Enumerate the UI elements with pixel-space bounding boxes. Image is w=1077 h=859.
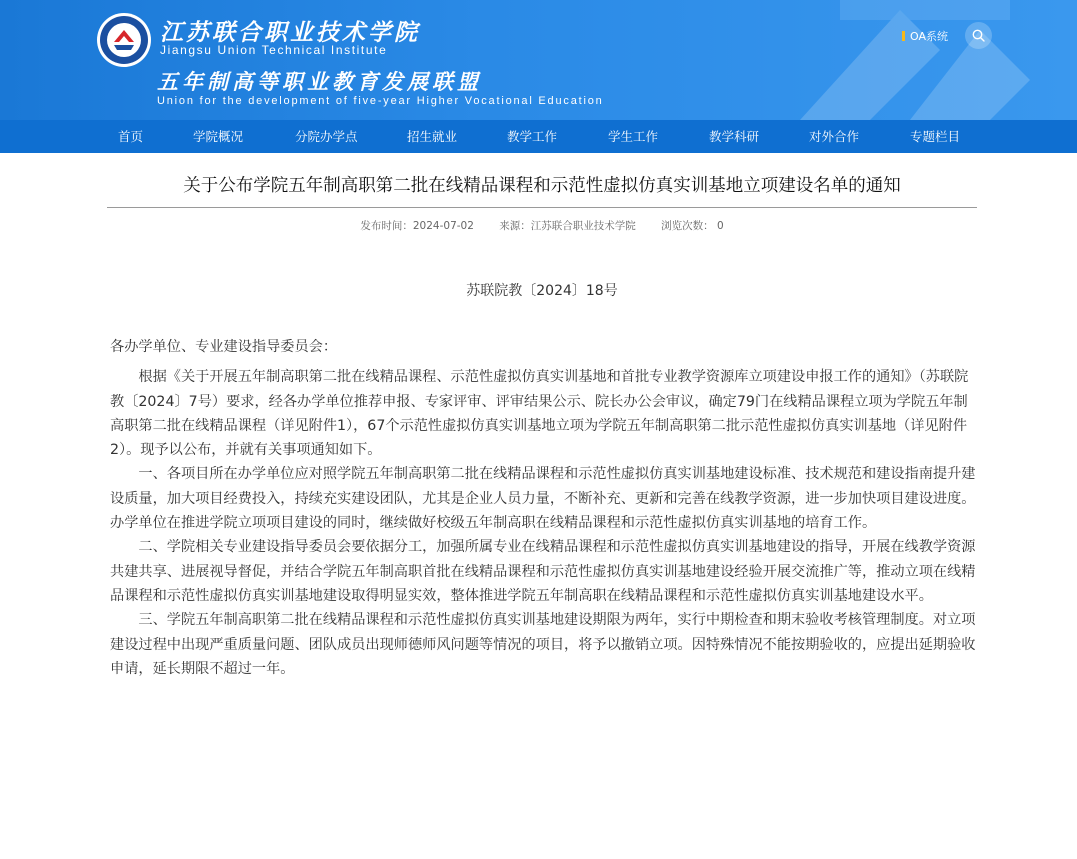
view-count [661,220,724,232]
nav-item-home[interactable]: 首页 [118,129,144,144]
school-name: 江苏联合职业技术学院 [160,19,420,46]
salutation: 各办学单位、专业建设指导委员会： [110,339,338,355]
article-title: 关于公布学院五年制高职第二批在线精品课程和示范性虚拟仿真实训基地立项建设名单的通知 [183,176,901,196]
view-count-value: 0 [716,220,724,232]
oa-system-label: OA系统 [910,30,948,43]
nav-item-branches[interactable]: 分院办学点 [295,129,358,144]
nav-item-about[interactable]: 学院概况 [193,129,244,144]
article-body [110,335,978,681]
search-button[interactable] [965,22,992,49]
oa-system-link[interactable] [902,28,948,44]
publish-time: 发布时间：2024-07-02 [360,220,474,232]
nav-item-admissions[interactable]: 招生就业 [407,129,458,144]
school-logo-icon[interactable] [96,12,152,68]
paragraph: 一、各项目所在办学单位应对照学院五年制高职第二批在线精品课程和示范性虚拟仿真实训基地建设标准、技术规范和建设指南提升建设质量，加大项目经费投入，持续充实建设团队，尤其是企业人员力量，不断补充、更新和完善在线教学资源，进一步加快项目建设进度。办学单位在推进学院立项项目建设的同时，继续做好校级五年制高职在线精品课程和示范性虚拟仿真实训基地的培育工作。 [110,466,976,532]
oa-accent-bar [902,31,905,41]
title-divider [107,207,977,208]
alliance-name: 五年制高等职业教育发展联盟 [157,69,482,94]
paragraph: 二、学院相关专业建设指导委员会要依据分工，加强所属专业在线精品课程和示范性虚拟仿真实训基地建设的指导，开展在线教学资源共建共享、进展视导督促，并结合学院五年制高职首批在线精品课程和示范性虚拟仿真实训基地建设经验开展交流推广等，推动立项在线精品课程和示范性虚拟仿真实训基地建设取得明显实效，整体推进学院五年制高职在线精品课程和示范性虚拟仿真实训基地建设水平。 [110,539,976,604]
document-number: 苏联院教〔2024〕18号 [466,283,618,299]
article-source: 来源：江苏联合职业技术学院 [499,220,636,232]
alliance-name-english: Union for the development of five-year Higher Vocational Education [157,95,604,107]
nav-item-teaching[interactable]: 教学工作 [507,129,558,144]
nav-item-topics[interactable]: 专题栏目 [910,129,961,144]
search-icon [972,29,985,42]
nav-item-research[interactable]: 教学科研 [709,129,760,144]
paragraph: 根据《关于开展五年制高职第二批在线精品课程、示范性虚拟仿真实训基地和首批专业教学资源库立项建设申报工作的通知》（苏联院教〔2024〕7号）要求，经各办学单位推荐申报、专家评审、评审结果公示、院长办公会审议，确定79门在线精品课程立项为学院五年制高职第二批在线精品课程（详见附件1），67个示范性虚拟仿真实训基地立项为学院五年制高职第二批示范性虚拟仿真实训基地（详见附件2）。现予以公布，并就有关事项通知如下。 [110,369,969,459]
main-nav [0,120,1077,153]
school-name-english: Jiangsu Union Technical Institute [160,43,388,57]
article-meta [107,218,977,233]
nav-item-students[interactable]: 学生工作 [608,129,659,144]
watermark-graphic [780,0,1040,120]
nav-item-cooperation[interactable]: 对外合作 [809,129,860,144]
site-header [0,0,1077,120]
paragraph: 三、学院五年制高职第二批在线精品课程和示范性虚拟仿真实训基地建设期限为两年，实行中期检查和期末验收考核管理制度。对立项建设过程中出现严重质量问题、团队成员出现师德师风问题等情况的项目，将予以撤销立项。因特殊情况不能按期验收的，应提出延期验收申请，延长期限不超过一年。 [110,612,976,677]
view-count-label: 浏览次数： [661,220,714,232]
